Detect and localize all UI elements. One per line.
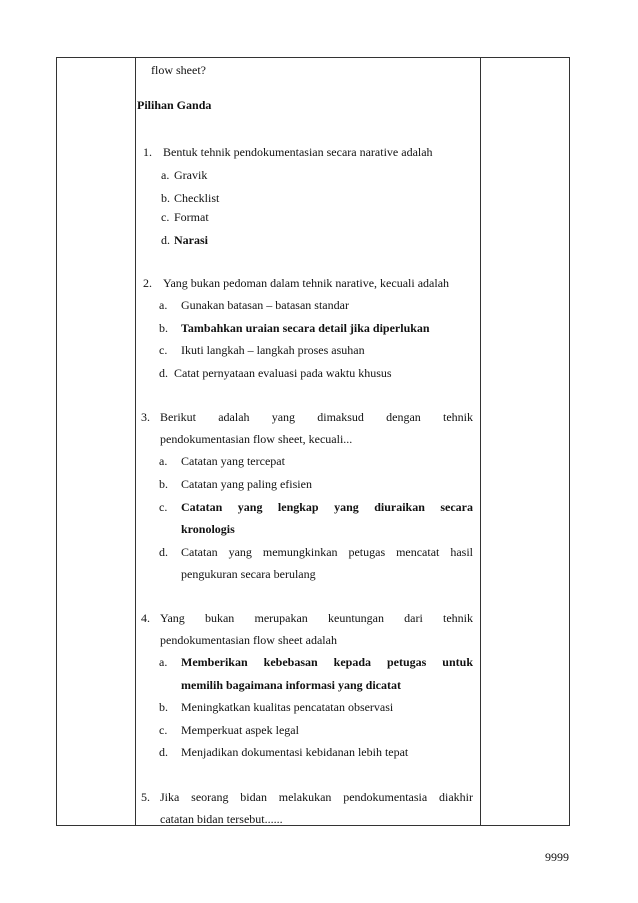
question-number: 1. xyxy=(143,145,152,159)
option-letter: b. xyxy=(161,191,170,205)
question-text: pendokumentasian flow sheet adalah xyxy=(160,633,337,647)
column-divider-left xyxy=(135,57,136,826)
option-text: pengukuran secara berulang xyxy=(181,567,316,581)
option-text-answer: Memberikan kebebasan kepada petugas untuk xyxy=(181,655,473,669)
option-letter: c. xyxy=(159,500,168,514)
question-number: 3. xyxy=(141,410,150,424)
option-text-answer: memilih bagaimana informasi yang dicatat xyxy=(181,678,402,692)
option-text-answer: Catatan yang lengkap yang diuraikan secara xyxy=(181,500,473,514)
option-letter: a. xyxy=(159,298,168,312)
question-text: Yang bukan pedoman dalam tehnik narative, kecuali adalah xyxy=(163,276,450,290)
question-text: Berikut adalah yang dimaksud dengan tehnik xyxy=(160,410,473,424)
option-text: Catat pernyataan evaluasi pada waktu khusus xyxy=(174,366,392,380)
intro-line: flow sheet? xyxy=(151,63,206,77)
question-text: Jika seorang bidan melakukan pendokumentasia diakhir xyxy=(160,790,473,804)
option-text: Catatan yang paling efisien xyxy=(181,477,312,491)
question-number: 2. xyxy=(143,276,152,290)
option-text: Ikuti langkah – langkah proses asuhan xyxy=(181,343,365,357)
option-text: Menjadikan dokumentasi kebidanan lebih tepat xyxy=(181,745,409,759)
option-text: Gunakan batasan – batasan standar xyxy=(181,298,349,312)
option-letter: a. xyxy=(161,168,170,182)
option-letter: b. xyxy=(159,321,168,335)
option-letter: d. xyxy=(159,545,168,559)
option-letter: d. xyxy=(161,233,170,247)
option-text: Format xyxy=(174,210,209,224)
question-text: pendokumentasian flow sheet, kecuali... xyxy=(160,432,353,446)
option-letter: b. xyxy=(159,700,168,714)
option-text-answer: Tambahkan uraian secara detail jika diperlukan xyxy=(181,321,430,335)
option-text: Memperkuat aspek legal xyxy=(181,723,299,737)
option-text-answer: Narasi xyxy=(174,233,208,247)
question-number: 4. xyxy=(141,611,150,625)
option-text: Catatan yang memungkinkan petugas mencatat hasil xyxy=(181,545,473,559)
option-text: Gravik xyxy=(174,168,208,182)
option-text: Checklist xyxy=(174,191,220,205)
question-text: Bentuk tehnik pendokumentasian secara narative adalah xyxy=(163,145,433,159)
question-cell xyxy=(137,57,480,826)
option-letter: c. xyxy=(161,210,170,224)
page-number: 9999 xyxy=(545,850,569,864)
option-letter: d. xyxy=(159,366,168,380)
option-letter: a. xyxy=(159,454,168,468)
question-text: catatan bidan tersebut...... xyxy=(160,812,283,826)
column-divider-right xyxy=(480,57,481,826)
option-text: Meningkatkan kualitas pencatatan observasi xyxy=(181,700,394,714)
option-letter: a. xyxy=(159,655,168,669)
option-letter: b. xyxy=(159,477,168,491)
option-letter: c. xyxy=(159,723,168,737)
option-text-answer: kronologis xyxy=(181,522,235,536)
option-letter: d. xyxy=(159,745,168,759)
section-title: Pilihan Ganda xyxy=(137,98,212,112)
option-letter: c. xyxy=(159,343,168,357)
question-number: 5. xyxy=(141,790,150,804)
question-text: Yang bukan merupakan keuntungan dari tehnik xyxy=(160,611,473,625)
option-text: Catatan yang tercepat xyxy=(181,454,285,468)
